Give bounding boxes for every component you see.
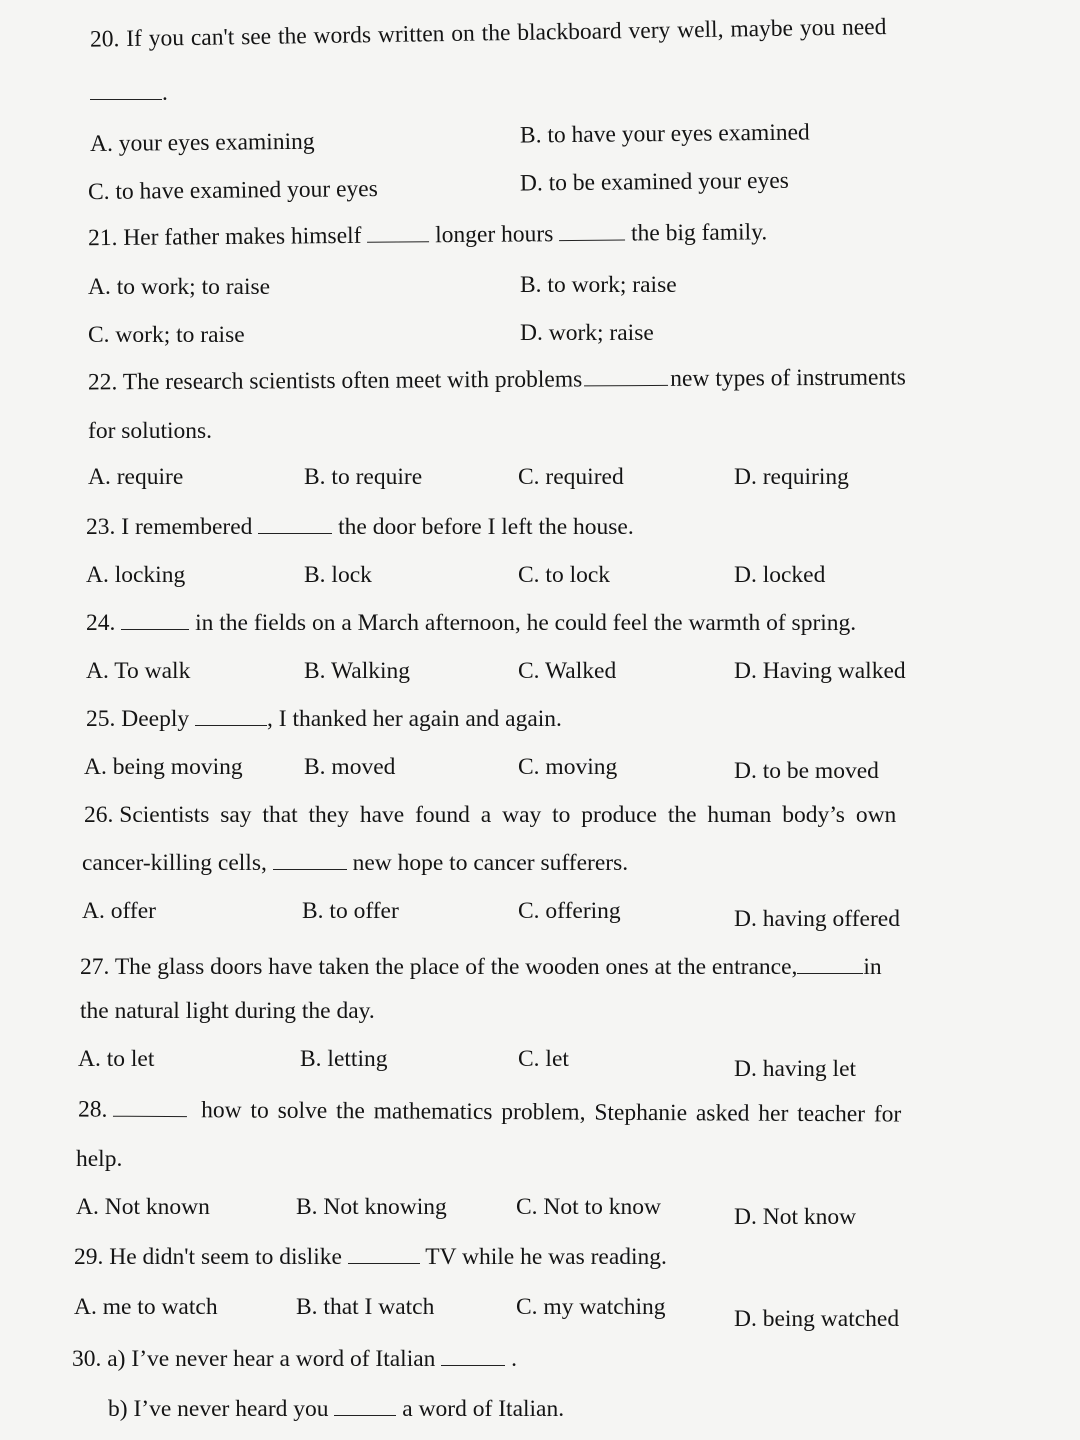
question-26-stem-cont	[0, 846, 1080, 880]
question-text: a word of Italian.	[402, 1396, 565, 1422]
question-text: new hope to cancer sufferers.	[352, 850, 629, 876]
question-30-part-a	[0, 1342, 1080, 1376]
answer-blank[interactable]	[90, 77, 162, 100]
question-text: b) I’ve never heard you	[108, 1396, 329, 1422]
question-number: 20.	[89, 26, 120, 53]
question-24-stem	[0, 606, 1080, 640]
question-text: Her father makes himself	[123, 222, 362, 251]
question-text: a) I’ve never hear a word of Italian	[107, 1346, 436, 1372]
option-b[interactable]: B. Walking	[304, 658, 411, 684]
option-c[interactable]: C. to lock	[518, 562, 611, 588]
question-text: Scientists say that they have found a way to produce the human body’s own	[119, 802, 897, 828]
question-text: The research scientists often meet with problems	[122, 366, 583, 396]
answer-blank[interactable]	[195, 703, 267, 726]
answer-blank[interactable]	[559, 218, 625, 242]
option-b[interactable]: B. to require	[304, 464, 423, 490]
question-26-stem	[0, 798, 1080, 832]
question-number: 25.	[86, 706, 116, 732]
answer-blank[interactable]	[121, 607, 189, 630]
answer-blank[interactable]	[348, 1241, 420, 1264]
question-text: the natural light during the day.	[80, 998, 375, 1024]
question-27-stem	[0, 950, 1080, 984]
question-21-options-row1	[0, 268, 1080, 302]
option-c[interactable]: C. my watching	[516, 1294, 666, 1320]
question-26-options	[0, 894, 1080, 932]
question-30-part-b	[0, 1392, 1080, 1426]
answer-blank[interactable]	[441, 1343, 505, 1366]
option-d[interactable]: D. being watched	[734, 1306, 900, 1332]
question-number: 22.	[87, 369, 118, 396]
question-text: help.	[76, 1146, 123, 1172]
option-a[interactable]: A. locking	[86, 562, 186, 588]
question-text: He didn't seem to dislike	[109, 1244, 342, 1270]
option-a[interactable]: A. being moving	[84, 754, 243, 780]
question-29-options	[0, 1290, 1080, 1332]
option-a[interactable]: A. to let	[78, 1046, 155, 1072]
option-d[interactable]: D. having let	[734, 1056, 857, 1082]
question-text: If you can't see the words written on the blackboard very well, maybe you need	[126, 14, 887, 53]
option-c[interactable]: C. to have examined your eyes	[87, 176, 378, 206]
question-text: the big family.	[630, 219, 768, 247]
question-number: 21.	[87, 224, 118, 252]
option-c[interactable]: C. offering	[518, 898, 621, 924]
question-text: Deeply	[121, 706, 190, 732]
option-d[interactable]: D. Having walked	[734, 658, 906, 684]
question-text: in	[863, 954, 882, 980]
question-25-stem	[0, 702, 1080, 736]
question-text: TV while he was reading.	[425, 1244, 667, 1270]
question-text: cancer-killing cells,	[82, 850, 267, 876]
question-number: 24.	[86, 610, 116, 636]
option-b[interactable]: B. Not knowing	[296, 1194, 447, 1220]
question-text: new types of instruments	[670, 364, 906, 392]
question-text: .	[162, 80, 168, 106]
question-20-stem	[0, 7, 1080, 58]
option-c[interactable]: C. moving	[518, 754, 618, 780]
option-b[interactable]: B. moved	[304, 754, 396, 780]
question-number: 29.	[74, 1244, 104, 1270]
question-27-options	[0, 1042, 1080, 1082]
question-28-options	[0, 1190, 1080, 1230]
option-b[interactable]: B. to work; raise	[520, 272, 677, 298]
option-d[interactable]: D. locked	[734, 562, 826, 588]
option-d[interactable]: D. having offered	[734, 906, 900, 932]
question-20-stem-cont	[0, 76, 1080, 110]
question-27-stem-cont	[0, 994, 1080, 1028]
question-20-options-row1	[0, 113, 1080, 158]
question-22-options	[0, 460, 1080, 494]
question-24-options	[0, 654, 1080, 688]
option-d[interactable]: D. to be examined your eyes	[519, 167, 789, 197]
option-a[interactable]: A. To walk	[86, 658, 191, 684]
option-a[interactable]: A. your eyes examining	[89, 128, 315, 158]
answer-blank[interactable]	[367, 219, 429, 243]
answer-blank[interactable]	[113, 1094, 187, 1117]
question-text: .	[511, 1346, 518, 1372]
option-a[interactable]: A. to work; to raise	[88, 274, 271, 300]
question-28-stem	[0, 1092, 1080, 1133]
option-c[interactable]: C. Not to know	[516, 1194, 661, 1220]
option-b[interactable]: B. to offer	[302, 898, 399, 924]
question-21-stem	[0, 211, 1080, 254]
answer-blank[interactable]	[584, 363, 668, 387]
option-b[interactable]: B. lock	[304, 562, 372, 588]
question-number: 28.	[77, 1096, 108, 1123]
question-29-stem	[0, 1240, 1080, 1274]
option-a[interactable]: A. me to watch	[74, 1294, 218, 1320]
option-c[interactable]: C. Walked	[518, 658, 617, 684]
answer-blank[interactable]	[334, 1393, 396, 1416]
question-text: in the fields on a March afternoon, he could feel the warmth of spring.	[195, 610, 857, 636]
question-text: I remembered	[121, 514, 253, 540]
option-b[interactable]: B. to have your eyes examined	[519, 119, 810, 149]
question-number: 26.	[84, 802, 114, 828]
question-text: , I thanked her again and again.	[267, 706, 562, 732]
question-21-options-row2	[0, 316, 1080, 350]
question-23-stem	[0, 510, 1080, 544]
question-text: how to solve the mathematics problem, Stephanie asked her teacher for	[201, 1097, 902, 1128]
answer-blank[interactable]	[797, 951, 863, 974]
question-25-options	[0, 750, 1080, 784]
question-text: the door before I left the house.	[338, 514, 634, 540]
question-number: 27.	[80, 954, 110, 980]
option-a[interactable]: A. offer	[82, 898, 156, 924]
question-23-options	[0, 558, 1080, 592]
question-22-stem	[0, 357, 1080, 398]
question-28-stem-cont	[0, 1142, 1080, 1176]
question-number: 23.	[86, 514, 116, 540]
answer-blank[interactable]	[258, 511, 332, 534]
option-c[interactable]: C. let	[518, 1046, 569, 1072]
option-b[interactable]: B. letting	[300, 1046, 388, 1072]
option-a[interactable]: A. require	[88, 464, 184, 490]
question-number: 30.	[72, 1346, 102, 1372]
question-text: The glass doors have taken the place of the wooden ones at the entrance,	[114, 954, 798, 980]
option-b[interactable]: B. that I watch	[296, 1294, 435, 1320]
option-d[interactable]: D. requiring	[734, 464, 849, 490]
question-text: longer hours	[435, 221, 554, 249]
option-d[interactable]: D. work; raise	[520, 320, 654, 346]
option-c[interactable]: C. required	[518, 464, 624, 490]
option-a[interactable]: A. Not known	[76, 1194, 210, 1220]
question-text: for solutions.	[88, 418, 213, 444]
option-d[interactable]: D. to be moved	[734, 758, 879, 784]
option-d[interactable]: D. Not know	[734, 1204, 857, 1230]
question-20-options-row2	[0, 161, 1080, 206]
option-c[interactable]: C. work; to raise	[88, 322, 245, 348]
question-22-stem-cont	[0, 412, 1080, 446]
answer-blank[interactable]	[273, 847, 347, 870]
